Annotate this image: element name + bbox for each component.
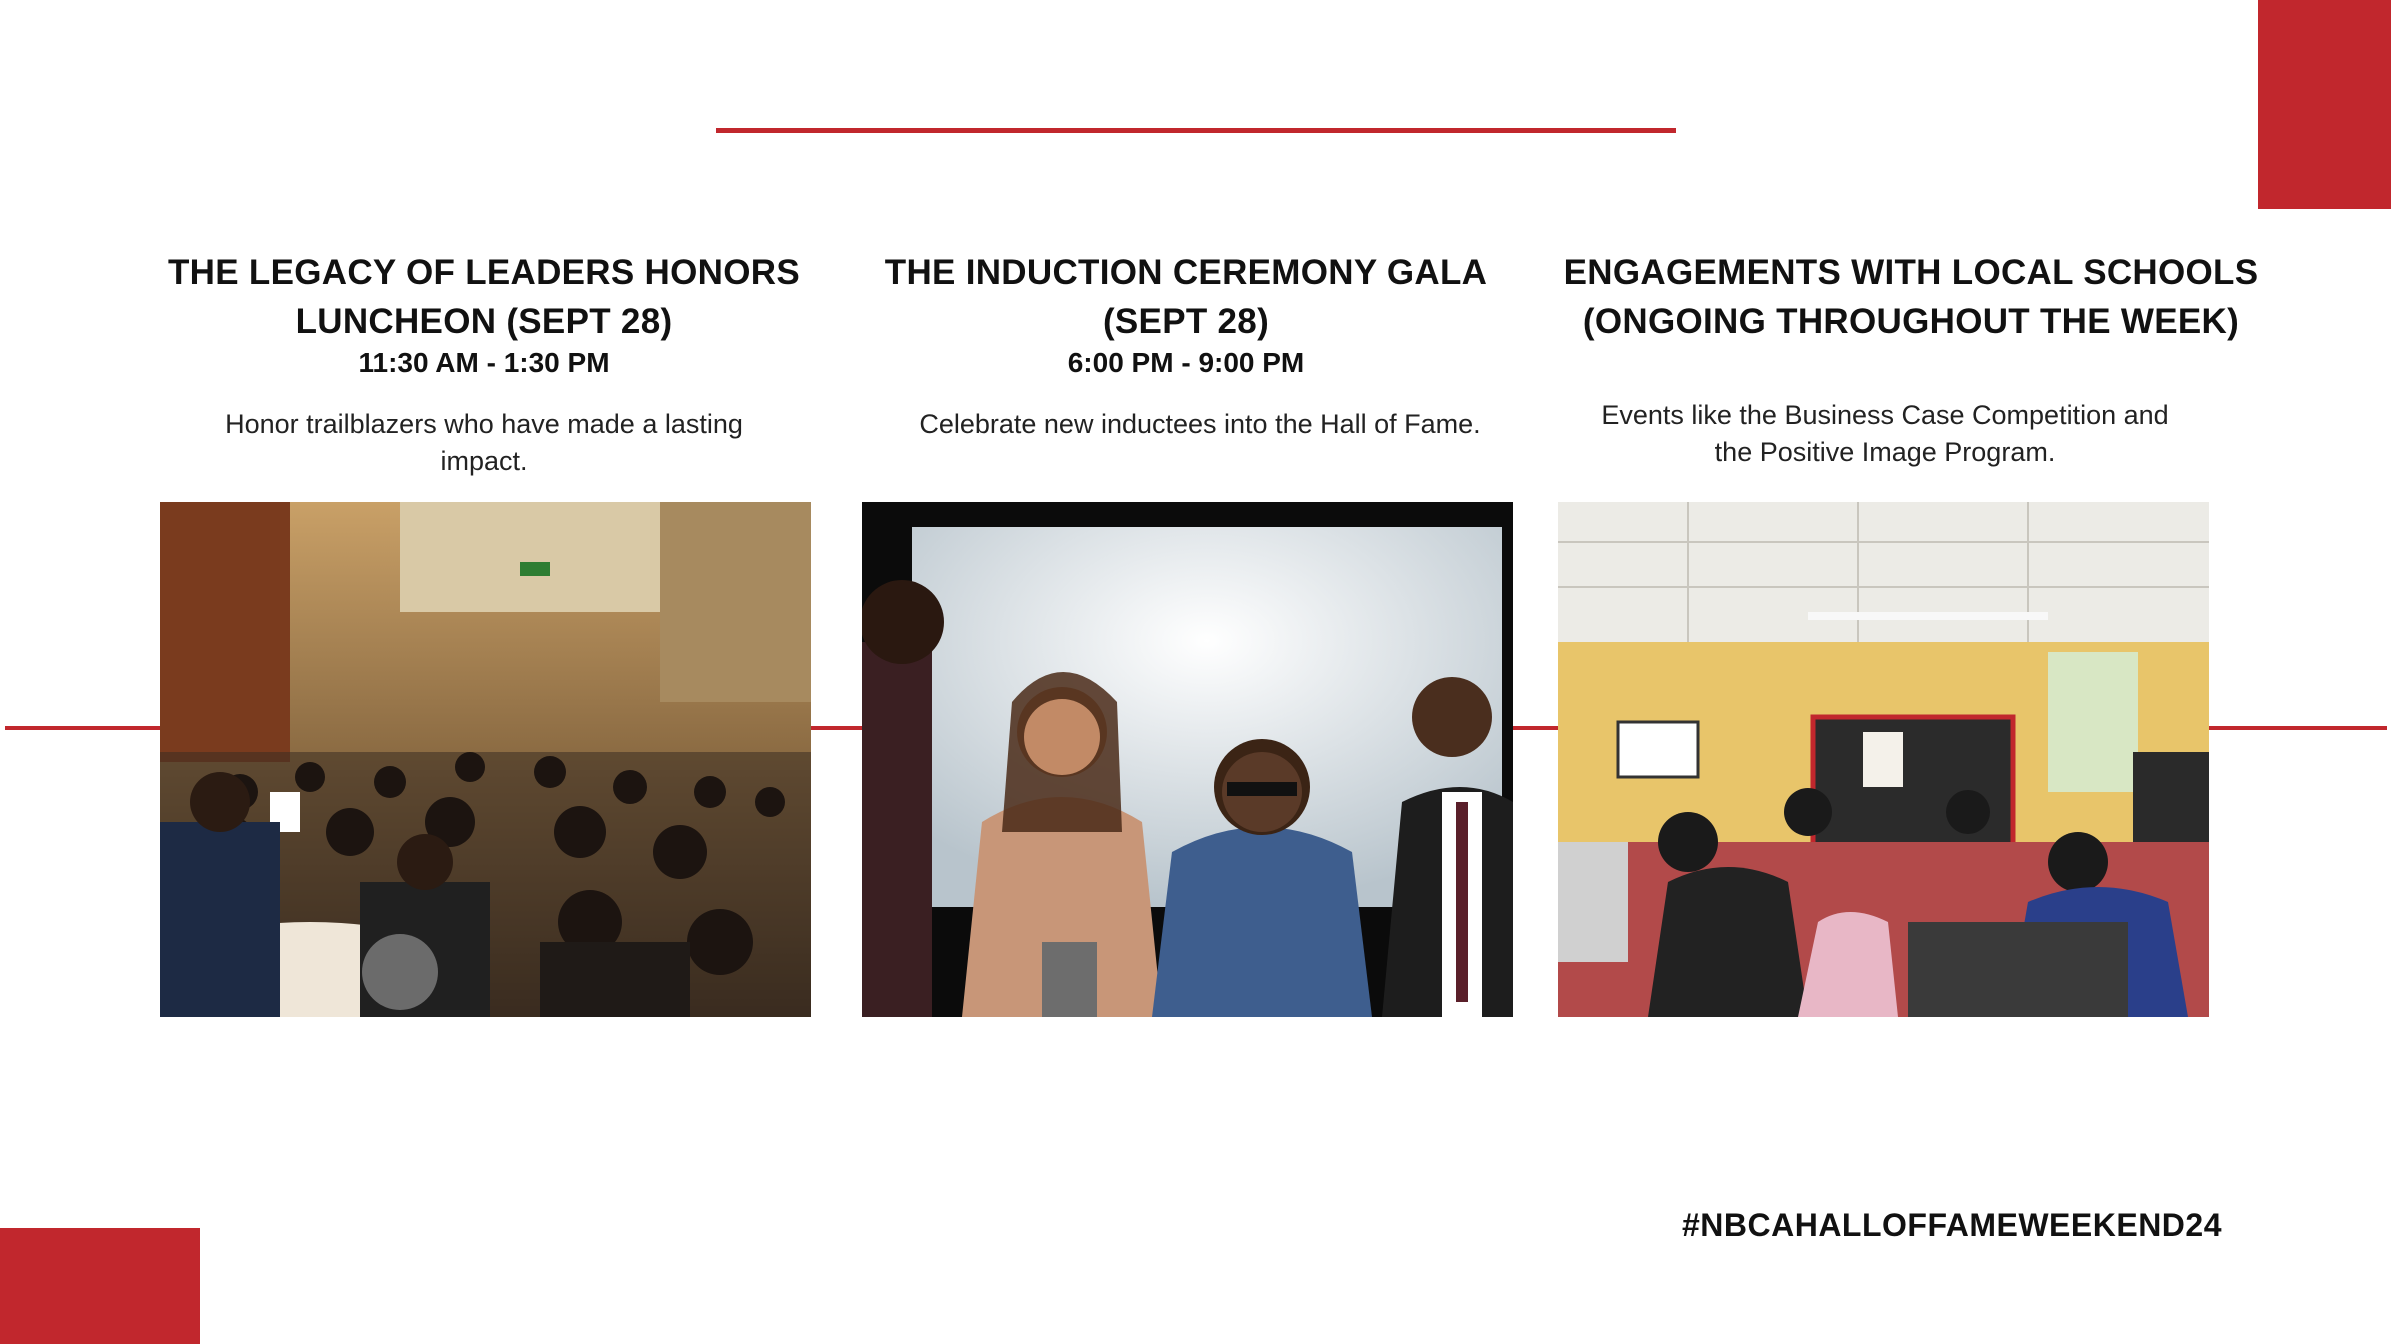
top-divider-line	[716, 128, 1676, 133]
event-description-luncheon	[144, 406, 824, 480]
description-line: Events like the Business Case Competition and	[1601, 400, 2169, 430]
event-description-schools	[1545, 397, 2225, 471]
description-line: impact.	[440, 446, 528, 476]
description-line: Celebrate new inductees into the Hall of Fame.	[919, 409, 1481, 439]
event-title	[144, 248, 824, 346]
event-column-schools	[1531, 248, 2291, 346]
event-time: 6:00 PM - 9:00 PM	[1067, 347, 1305, 378]
event-hashtag: #NBCAHALLOFFAMEWEEKEND24	[1681, 1207, 2222, 1243]
event-column-luncheon	[144, 248, 824, 380]
mid-line-right	[2209, 726, 2387, 730]
event-title-line: THE INDUCTION CEREMONY GALA	[884, 253, 1488, 292]
description-line: Honor trailblazers who have made a lasting	[225, 409, 743, 439]
corner-block-bottom-left	[0, 1228, 200, 1344]
mid-line-left	[5, 726, 160, 730]
event-title	[846, 248, 1526, 346]
event-title	[1531, 248, 2291, 346]
description-line: the Positive Image Program.	[1714, 437, 2056, 467]
event-time: 11:30 AM - 1:30 PM	[358, 347, 610, 378]
event-column-gala	[846, 248, 1526, 380]
event-title-line: ENGAGEMENTS WITH LOCAL SCHOOLS	[1563, 253, 2259, 292]
event-title-line: LUNCHEON (SEPT 28)	[295, 302, 673, 341]
mid-line-center-right	[1512, 726, 1559, 730]
corner-block-top-right	[2258, 0, 2391, 209]
event-title-line: THE LEGACY OF LEADERS HONORS	[168, 253, 800, 292]
mid-line-center-left	[810, 726, 862, 730]
event-title-line: (ONGOING THROUGHOUT THE WEEK)	[1582, 302, 2240, 341]
photo-schools	[1558, 502, 2209, 1017]
photo-gala	[862, 502, 1513, 1017]
event-description-gala	[860, 406, 1540, 443]
photo-luncheon	[160, 502, 811, 1017]
event-title-line: (SEPT 28)	[1102, 302, 1270, 341]
